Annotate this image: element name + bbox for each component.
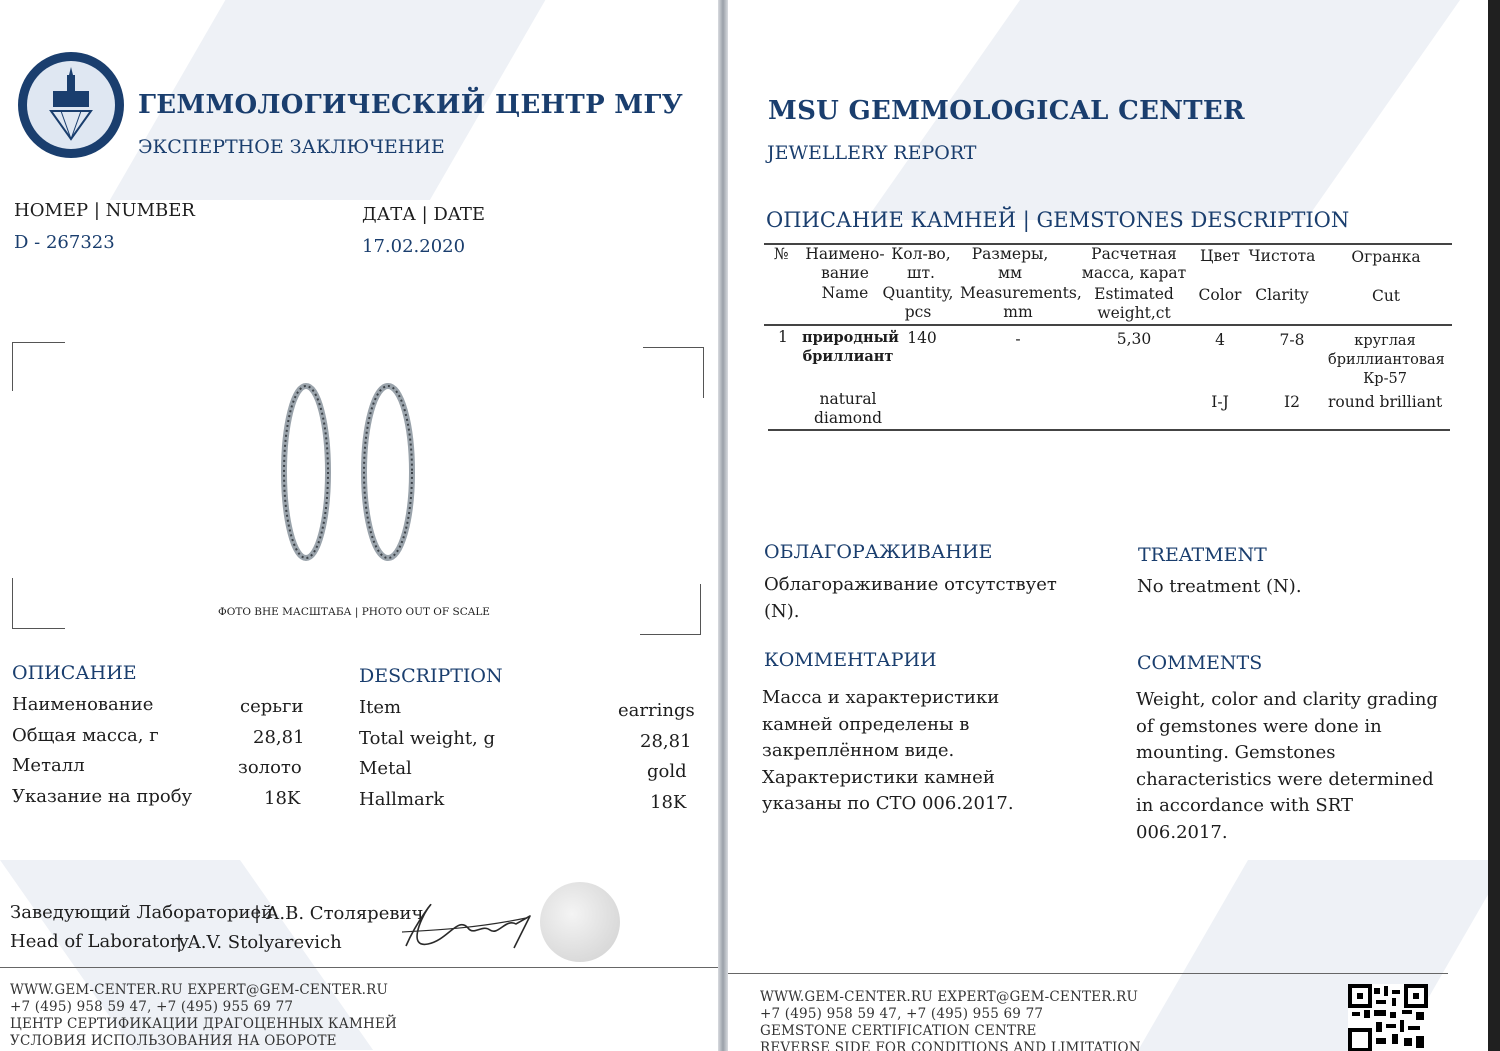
col-size-header-ru: Размеры, мм: [971, 245, 1049, 282]
treatment-en-heading: TREATMENT: [1138, 544, 1267, 566]
org-subtitle: ЭКСПЕРТНОЕ ЗАКЛЮЧЕНИЕ: [138, 136, 445, 158]
org-subtitle-en: JEWELLERY REPORT: [767, 142, 977, 164]
row-name-ru: природный бриллиант: [802, 329, 899, 365]
row-clarity-ru: 7-8: [1279, 331, 1305, 349]
comments-en-heading: COMMENTS: [1137, 652, 1263, 674]
desc-en-value: 18K: [650, 792, 687, 813]
col-no-header: №: [774, 245, 789, 263]
hologram-stamp: [540, 882, 620, 962]
footer-divider: [0, 967, 718, 968]
row-size: -: [1015, 330, 1021, 348]
comments-en-text: Weight, color and clarity grading of gemstones were done in mounting. Gemstones characteristics were determined in accordance with SRT 006.2017.: [1136, 689, 1438, 843]
desc-en-label: Hallmark: [359, 789, 445, 810]
desc-en-label: Item: [359, 697, 402, 718]
desc-en-value: 28,81: [640, 731, 692, 752]
footer-line: GEMSTONE CERTIFICATION CENTRE: [760, 1023, 1037, 1039]
signer-name-en: | A.V. Stolyarevich: [176, 932, 342, 953]
desc-en-label: Total weight, g: [359, 728, 496, 749]
row-qty: 140: [907, 329, 937, 347]
comments-ru-heading: КОММЕНТАРИИ: [764, 649, 937, 671]
treatment-en-text: No treatment (N).: [1137, 576, 1302, 597]
col-name-header-en: Name: [821, 284, 869, 302]
row-clarity-en: I2: [1284, 393, 1300, 411]
comments-ru-text: Масса и характеристики камней определены в закреплённом виде. Характеристики камней указаны по СТО 006.2017.: [762, 687, 1014, 814]
treatment-ru-text: Облагораживание отсутствует (N).: [764, 574, 1057, 622]
org-title: ГЕММОЛОГИЧЕСКИЙ ЦЕНТР МГУ: [138, 90, 684, 120]
photo-frame-corner: [643, 347, 704, 398]
photo-frame-corner: [12, 342, 65, 391]
row-name-en: natural diamond: [813, 390, 883, 427]
qr-code-icon: [1348, 984, 1428, 1051]
earrings-photo: [270, 380, 430, 570]
desc-ru-value: 18K: [264, 788, 301, 809]
row-weight: 5,30: [1116, 330, 1152, 348]
date-label: ДАТА | DATE: [362, 204, 486, 225]
scan-edge: [1488, 0, 1500, 1051]
date-value: 17.02.2020: [362, 236, 466, 257]
footer-line: REVERSE SIDE FOR CONDITIONS AND LIMITATION: [760, 1040, 1141, 1051]
col-size-header-en: Measurements, mm: [960, 284, 1082, 321]
row-cut-en: round brilliant: [1328, 393, 1443, 411]
org-title-en: MSU GEMMOLOGICAL CENTER: [768, 96, 1245, 126]
background-facet: [1138, 860, 1488, 1051]
right-page: [728, 0, 1488, 1051]
page-fold: [718, 0, 728, 1051]
description-en-heading: DESCRIPTION: [359, 665, 503, 687]
col-name-header-ru: Наимено- вание: [805, 245, 885, 282]
desc-en-label: Metal: [359, 758, 412, 779]
footer-line: WWW.GEM-CENTER.RU EXPERT@GEM-CENTER.RU: [760, 989, 1139, 1005]
col-clarity-header-en: Clarity: [1255, 286, 1309, 304]
col-qty-header-en: Quantity, pcs: [882, 284, 954, 321]
desc-ru-label: Общая масса, г: [12, 725, 159, 746]
msu-seal-logo: [18, 52, 124, 158]
col-cut-header-ru: Огранка: [1351, 248, 1421, 266]
signer-title-ru: Заведующий Лабораторией: [10, 902, 274, 923]
desc-ru-label: Указание на пробу: [12, 786, 193, 807]
number-label: НОМЕР | NUMBER: [14, 200, 195, 221]
footer-divider: [728, 973, 1448, 974]
desc-ru-label: Металл: [12, 755, 85, 776]
table-bottom-rule: [768, 429, 1450, 431]
number-value: D - 267323: [14, 232, 115, 253]
photo-frame-corner: [12, 578, 65, 629]
desc-ru-value: серьги: [240, 696, 304, 717]
row-no: 1: [778, 328, 788, 346]
desc-en-value: earrings: [618, 700, 695, 721]
row-cut-ru: круглая бриллиантовая Кр-57: [1328, 333, 1445, 387]
table-header-rule: [764, 324, 1452, 326]
gemstones-heading: ОПИСАНИЕ КАМНЕЙ | GEMSTONES DESCRIPTION: [766, 208, 1350, 232]
col-weight-header-en: Estimated weight,ct: [1094, 285, 1174, 322]
footer-line: ЦЕНТР СЕРТИФИКАЦИИ ДРАГОЦЕННЫХ КАМНЕЙ: [10, 1016, 398, 1032]
col-cut-header-en: Cut: [1371, 287, 1401, 305]
desc-en-value: gold: [647, 761, 687, 782]
photo-frame-corner: [640, 584, 701, 635]
desc-ru-value: 28,81: [253, 727, 305, 748]
footer-line: +7 (495) 958 59 47, +7 (495) 955 69 77: [10, 999, 294, 1015]
signer-title-en: Head of Laboratory: [10, 931, 189, 952]
col-color-header-en: Color: [1198, 286, 1242, 304]
col-color-header-ru: Цвет: [1200, 247, 1240, 265]
university-building-icon: [27, 61, 115, 149]
treatment-ru-heading: ОБЛАГОРАЖИВАНИЕ: [764, 541, 993, 563]
col-weight-header-ru: Расчетная масса, карат: [1081, 245, 1187, 282]
col-qty-header-ru: Кол-во, шт.: [891, 245, 951, 282]
footer-line: УСЛОВИЯ ИСПОЛЬЗОВАНИЯ НА ОБОРОТЕ: [10, 1033, 337, 1049]
desc-ru-label: Наименование: [12, 694, 154, 715]
photo-caption: ФОТО ВНЕ МАСШТАБА | PHOTO OUT OF SCALE: [218, 606, 490, 618]
desc-ru-value: золото: [238, 757, 302, 778]
row-color-ru: 4: [1215, 331, 1225, 349]
footer-line: +7 (495) 958 59 47, +7 (495) 955 69 77: [760, 1006, 1044, 1022]
col-clarity-header-ru: Чистота: [1248, 247, 1316, 265]
signer-name-ru: | А.В. Столяревич: [254, 903, 424, 924]
footer-line: WWW.GEM-CENTER.RU EXPERT@GEM-CENTER.RU: [10, 982, 389, 998]
left-page: [0, 0, 718, 1051]
description-ru-heading: ОПИСАНИЕ: [12, 662, 137, 684]
row-color-en: I-J: [1211, 393, 1229, 411]
handwritten-signature: [398, 888, 538, 958]
